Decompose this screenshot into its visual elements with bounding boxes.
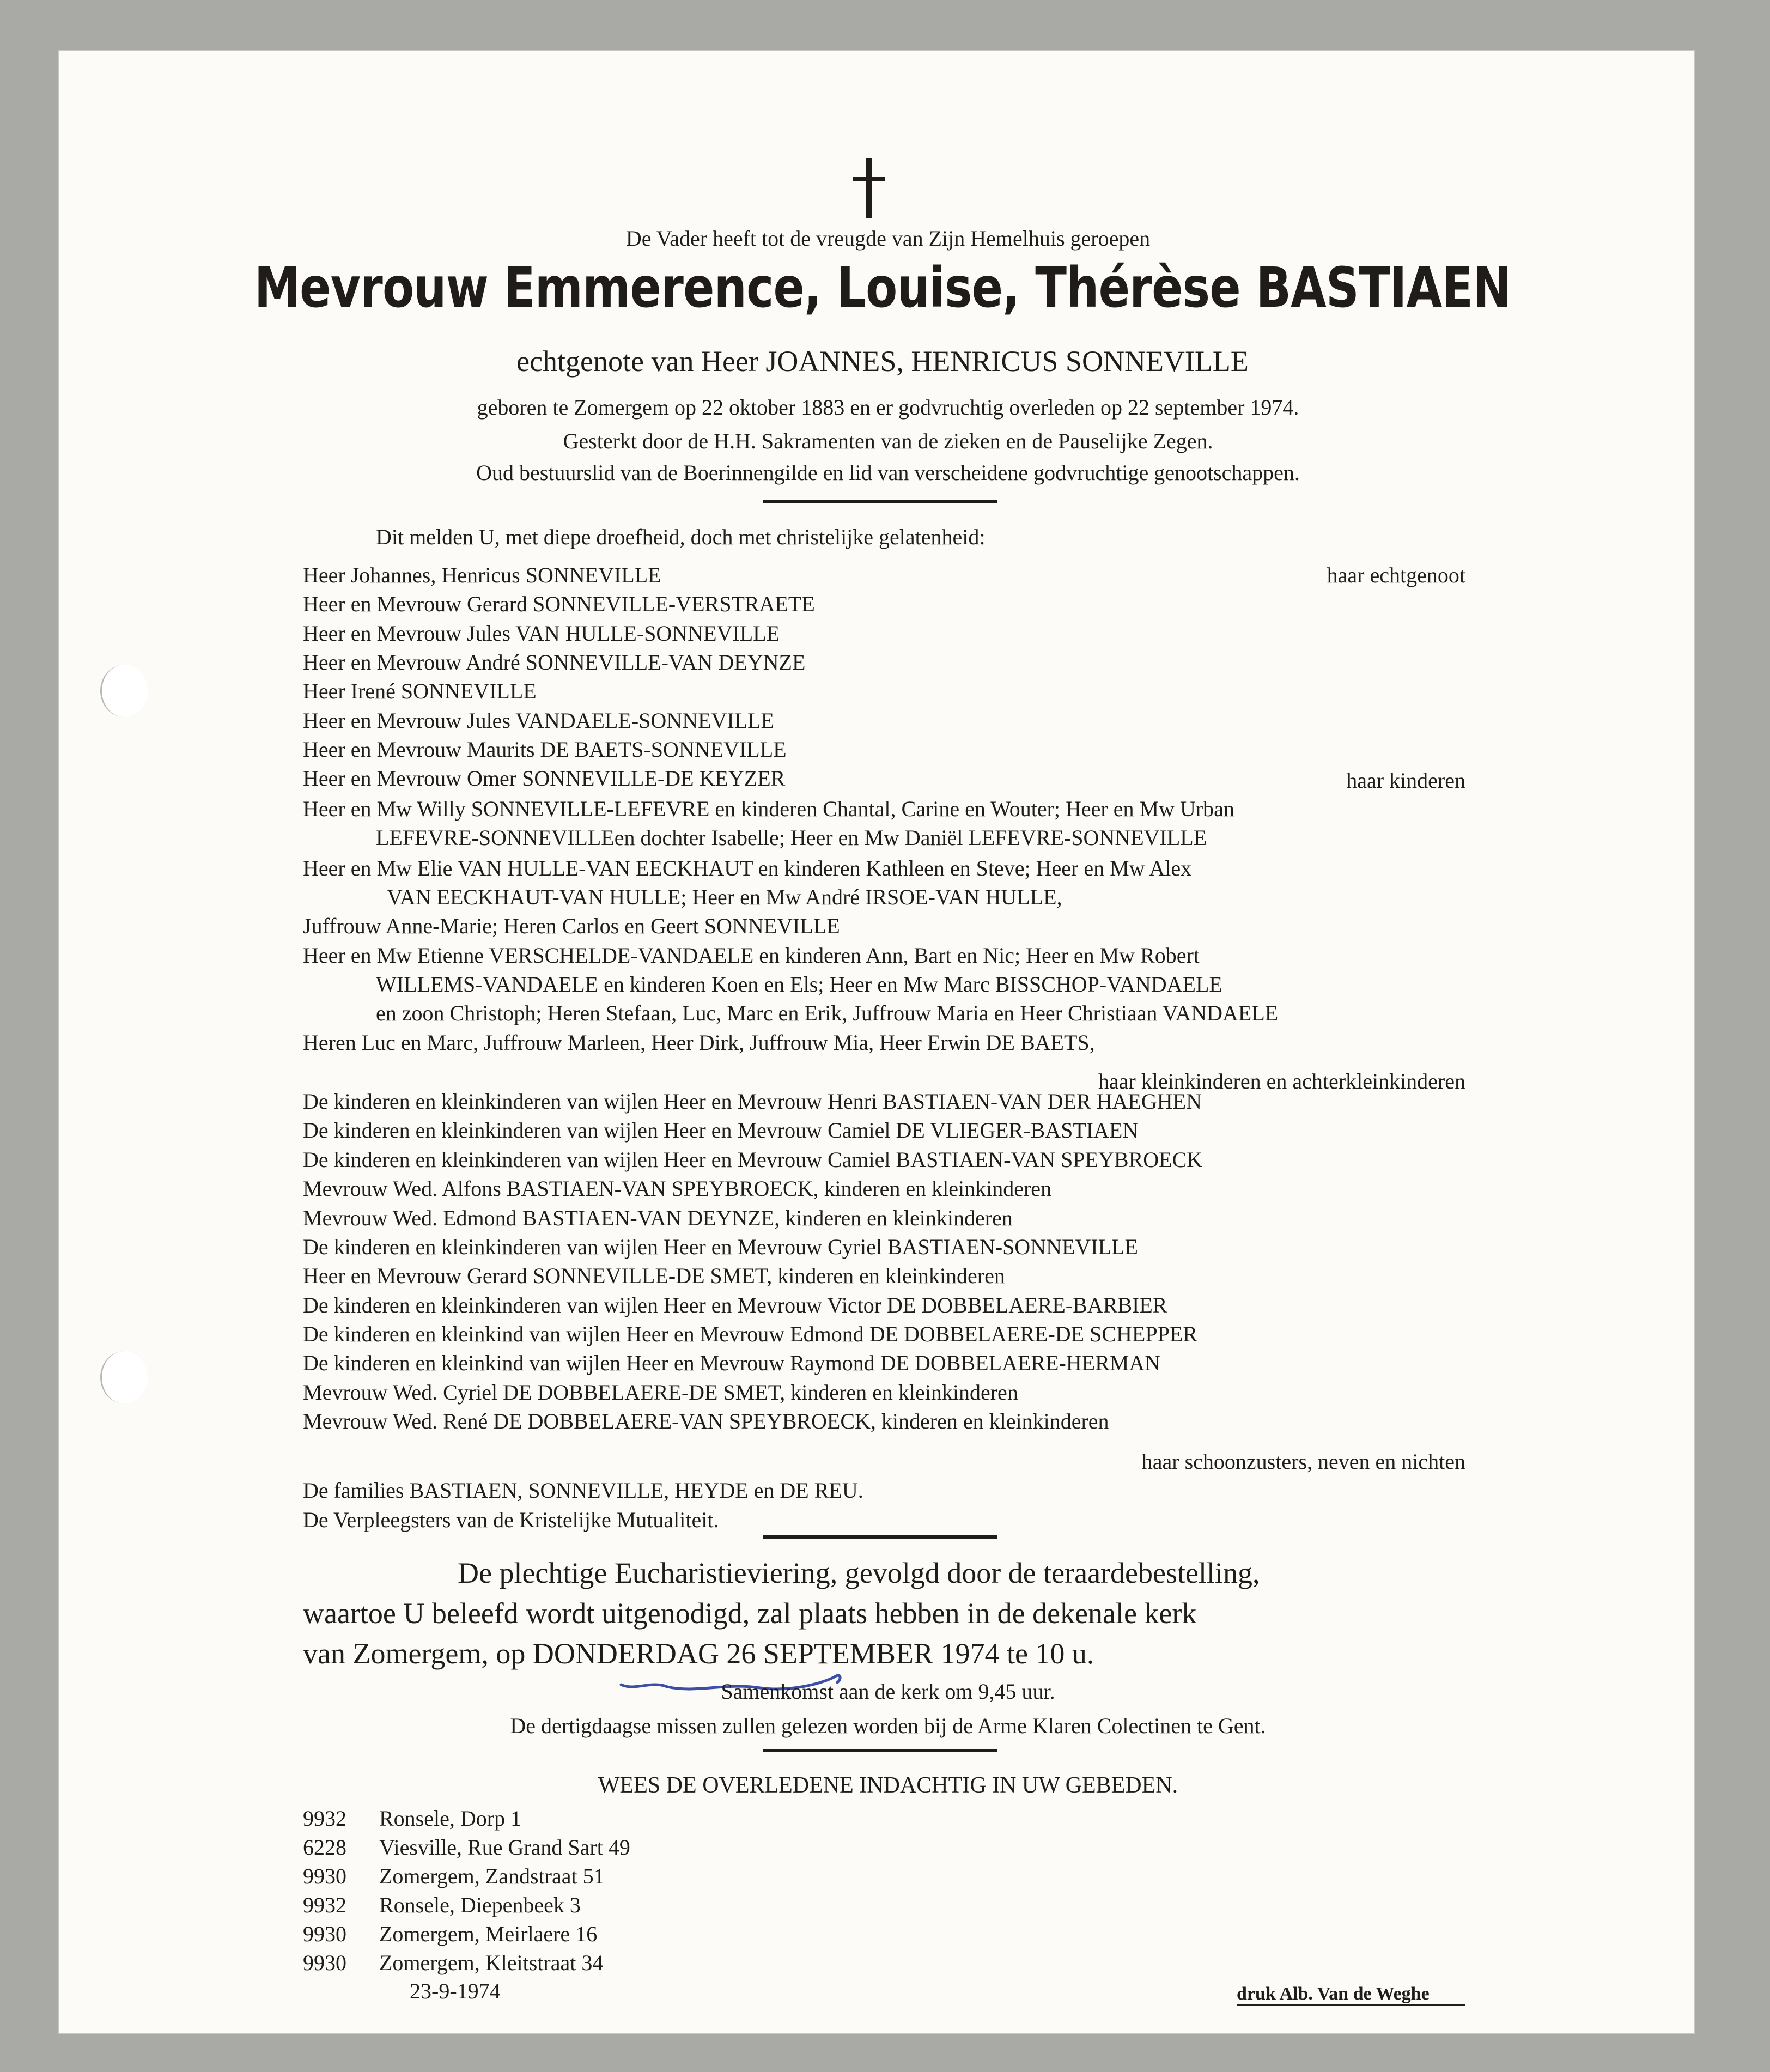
- family-line: Heer en Mw Willy SONNEVILLE-LEFEVRE en kinderen Chantal, Carine en Wouter; Heer en Mw Urban: [303, 797, 1234, 821]
- family-line: Heer en Mw Elie VAN HULLE-VAN EECKHAUT en kinderen Kathleen en Steve; Heer en Mw Alex: [303, 856, 1192, 880]
- family-line: Heer en Mevrouw Gerard SONNEVILLE-DE SMET, kinderen en kleinkinderen: [303, 1263, 1005, 1288]
- intro-line: De Vader heeft tot de vreugde van Zijn Hemelhuis geroepen: [625, 226, 1151, 251]
- prayer-line: WEES DE OVERLEDENE INDACHTIG IN UW GEBEDEN.: [598, 1773, 1178, 1798]
- family-line: WILLEMS-VANDAELE en kinderen Koen en Els; Heer en Mw Marc BISSCHOP-VANDAELE: [376, 972, 1222, 996]
- postal-code: 9930: [303, 1951, 346, 1975]
- printer-credit: druk Alb. Van de Weghe: [1237, 1984, 1430, 2004]
- address-place: Zomergem, Kleitstraat 34: [379, 1951, 604, 1975]
- bio-line: Oud bestuurslid van de Boerinnengilde en lid van verscheidene godvruchtige genootschappen.: [476, 460, 1300, 485]
- relation-children: haar kinderen: [1346, 768, 1465, 793]
- family-line: Heer Johannes, Henricus SONNEVILLE: [303, 563, 661, 587]
- address-place: Zomergem, Zandstraat 51: [379, 1864, 605, 1888]
- address-place: Ronsele, Diepenbeek 3: [379, 1893, 581, 1917]
- relation-in-laws: haar schoonzusters, neven en nichten: [1141, 1449, 1465, 1474]
- relation-spouse: haar echtgenoot: [1327, 563, 1465, 587]
- relation-grandchildren: haar kleinkinderen en achterkleinkinderen: [1098, 1069, 1465, 1093]
- card-date: 23-9-1974: [410, 1979, 501, 2003]
- family-line: Juffrouw Anne-Marie; Heren Carlos en Geert SONNEVILLE: [303, 914, 840, 938]
- postal-code: 9930: [303, 1922, 346, 1946]
- divider: [763, 1535, 997, 1539]
- postal-code: 9932: [303, 1893, 346, 1917]
- address-place: Zomergem, Meirlaere 16: [379, 1922, 598, 1946]
- family-line: Heer en Mw Etienne VERSCHELDE-VANDAELE en kinderen Ann, Bart en Nic; Heer en Mw Robert: [303, 943, 1200, 968]
- printer-underline: [1237, 2004, 1465, 2006]
- family-line: De kinderen en kleinkinderen van wijlen Heer en Mevrouw Camiel BASTIAEN-VAN SPEYBROECK: [303, 1147, 1203, 1172]
- ceremony-date-line: van Zomergem, op DONDERDAG 26 SEPTEMBER 1974 te 10 u.: [303, 1637, 1094, 1670]
- family-line: De Verpleegsters van de Kristelijke Mutualiteit.: [303, 1508, 719, 1532]
- family-line: Heer en Mevrouw Gerard SONNEVILLE-VERSTRAETE: [303, 592, 815, 616]
- family-line: Heer Irené SONNEVILLE: [303, 679, 537, 703]
- family-line: De families BASTIAEN, SONNEVILLE, HEYDE en DE REU.: [303, 1478, 863, 1503]
- family-line: Heren Luc en Marc, Juffrouw Marleen, Heer Dirk, Juffrouw Mia, Heer Erwin DE BAETS,: [303, 1030, 1095, 1055]
- bio-line: Gesterkt door de H.H. Sakramenten van de zieken en de Pauselijke Zegen.: [563, 429, 1213, 453]
- family-line: Heer en Mevrouw Jules VAN HULLE-SONNEVILLE: [303, 621, 780, 646]
- postal-code: 9932: [303, 1806, 346, 1831]
- postal-code: 6228: [303, 1835, 346, 1860]
- family-line: Heer en Mevrouw Omer SONNEVILLE-DE KEYZER: [303, 766, 786, 791]
- family-line: Heer en Mevrouw Jules VANDAELE-SONNEVILLE: [303, 708, 775, 733]
- bio-line: geboren te Zomergem op 22 oktober 1883 en er godvruchtig overleden op 22 september 1974.: [477, 395, 1299, 420]
- masses-line: De dertigdaagse missen zullen gelezen worden bij de Arme Klaren Colectinen te Gent.: [510, 1713, 1266, 1738]
- divider: [763, 500, 997, 503]
- ceremony-line: waartoe U beleefd wordt uitgenodigd, zal plaats hebben in de dekenale kerk: [303, 1597, 1197, 1630]
- family-line: Mevrouw Wed. René DE DOBBELAERE-VAN SPEYBROECK, kinderen en kleinkinderen: [303, 1409, 1109, 1433]
- postal-code: 9930: [303, 1864, 346, 1888]
- ceremony-line: De plechtige Eucharistieviering, gevolgd door de teraardebestelling,: [458, 1557, 1260, 1589]
- family-line: Mevrouw Wed. Edmond BASTIAEN-VAN DEYNZE, kinderen en kleinkinderen: [303, 1206, 1013, 1230]
- family-line: De kinderen en kleinkind van wijlen Heer en Mevrouw Edmond DE DOBBELAERE-DE SCHEPPER: [303, 1322, 1197, 1346]
- family-line: Heer en Mevrouw André SONNEVILLE-VAN DEYNZE: [303, 650, 806, 675]
- family-line: Mevrouw Wed. Cyriel DE DOBBELAERE-DE SMET, kinderen en kleinkinderen: [303, 1380, 1018, 1405]
- family-line: De kinderen en kleinkinderen van wijlen Heer en Mevrouw Camiel DE VLIEGER-BASTIAEN: [303, 1118, 1139, 1143]
- gathering-line: Samenkomst aan de kerk om 9,45 uur.: [721, 1679, 1055, 1704]
- spouse-line: echtgenote van Heer JOANNES, HENRICUS SONNEVILLE: [516, 345, 1249, 378]
- address-place: Viesville, Rue Grand Sart 49: [379, 1835, 630, 1860]
- family-line: De kinderen en kleinkinderen van wijlen Heer en Mevrouw Victor DE DOBBELAERE-BARBIER: [303, 1293, 1167, 1317]
- punch-hole-bottom: [100, 1351, 148, 1403]
- family-line: Heer en Mevrouw Maurits DE BAETS-SONNEVILLE: [303, 737, 787, 762]
- cross-icon: [853, 158, 885, 218]
- announcement-intro: Dit melden U, met diepe droefheid, doch met christelijke gelatenheid:: [376, 525, 986, 549]
- deceased-name: Mevrouw Emmerence, Louise, Thérèse BASTIAEN: [254, 256, 1511, 320]
- family-line: De kinderen en kleinkinderen van wijlen Heer en Mevrouw Henri BASTIAEN-VAN DER HAEGHEN: [303, 1089, 1202, 1114]
- family-line: Mevrouw Wed. Alfons BASTIAEN-VAN SPEYBROECK, kinderen en kleinkinderen: [303, 1176, 1052, 1201]
- family-line: De kinderen en kleinkinderen van wijlen Heer en Mevrouw Cyriel BASTIAEN-SONNEVILLE: [303, 1235, 1138, 1259]
- address-place: Ronsele, Dorp 1: [379, 1806, 522, 1831]
- family-line: LEFEVRE-SONNEVILLEen dochter Isabelle; Heer en Mw Daniël LEFEVRE-SONNEVILLE: [376, 825, 1207, 850]
- family-line: en zoon Christoph; Heren Stefaan, Luc, Marc en Erik, Juffrouw Maria en Heer Christiaan VANDAELE: [376, 1001, 1279, 1025]
- divider: [763, 1749, 997, 1752]
- family-line: VAN EECKHAUT-VAN HULLE; Heer en Mw André IRSOE-VAN HULLE,: [387, 885, 1062, 909]
- family-line: De kinderen en kleinkind van wijlen Heer en Mevrouw Raymond DE DOBBELAERE-HERMAN: [303, 1351, 1161, 1375]
- punch-hole-top: [100, 665, 148, 717]
